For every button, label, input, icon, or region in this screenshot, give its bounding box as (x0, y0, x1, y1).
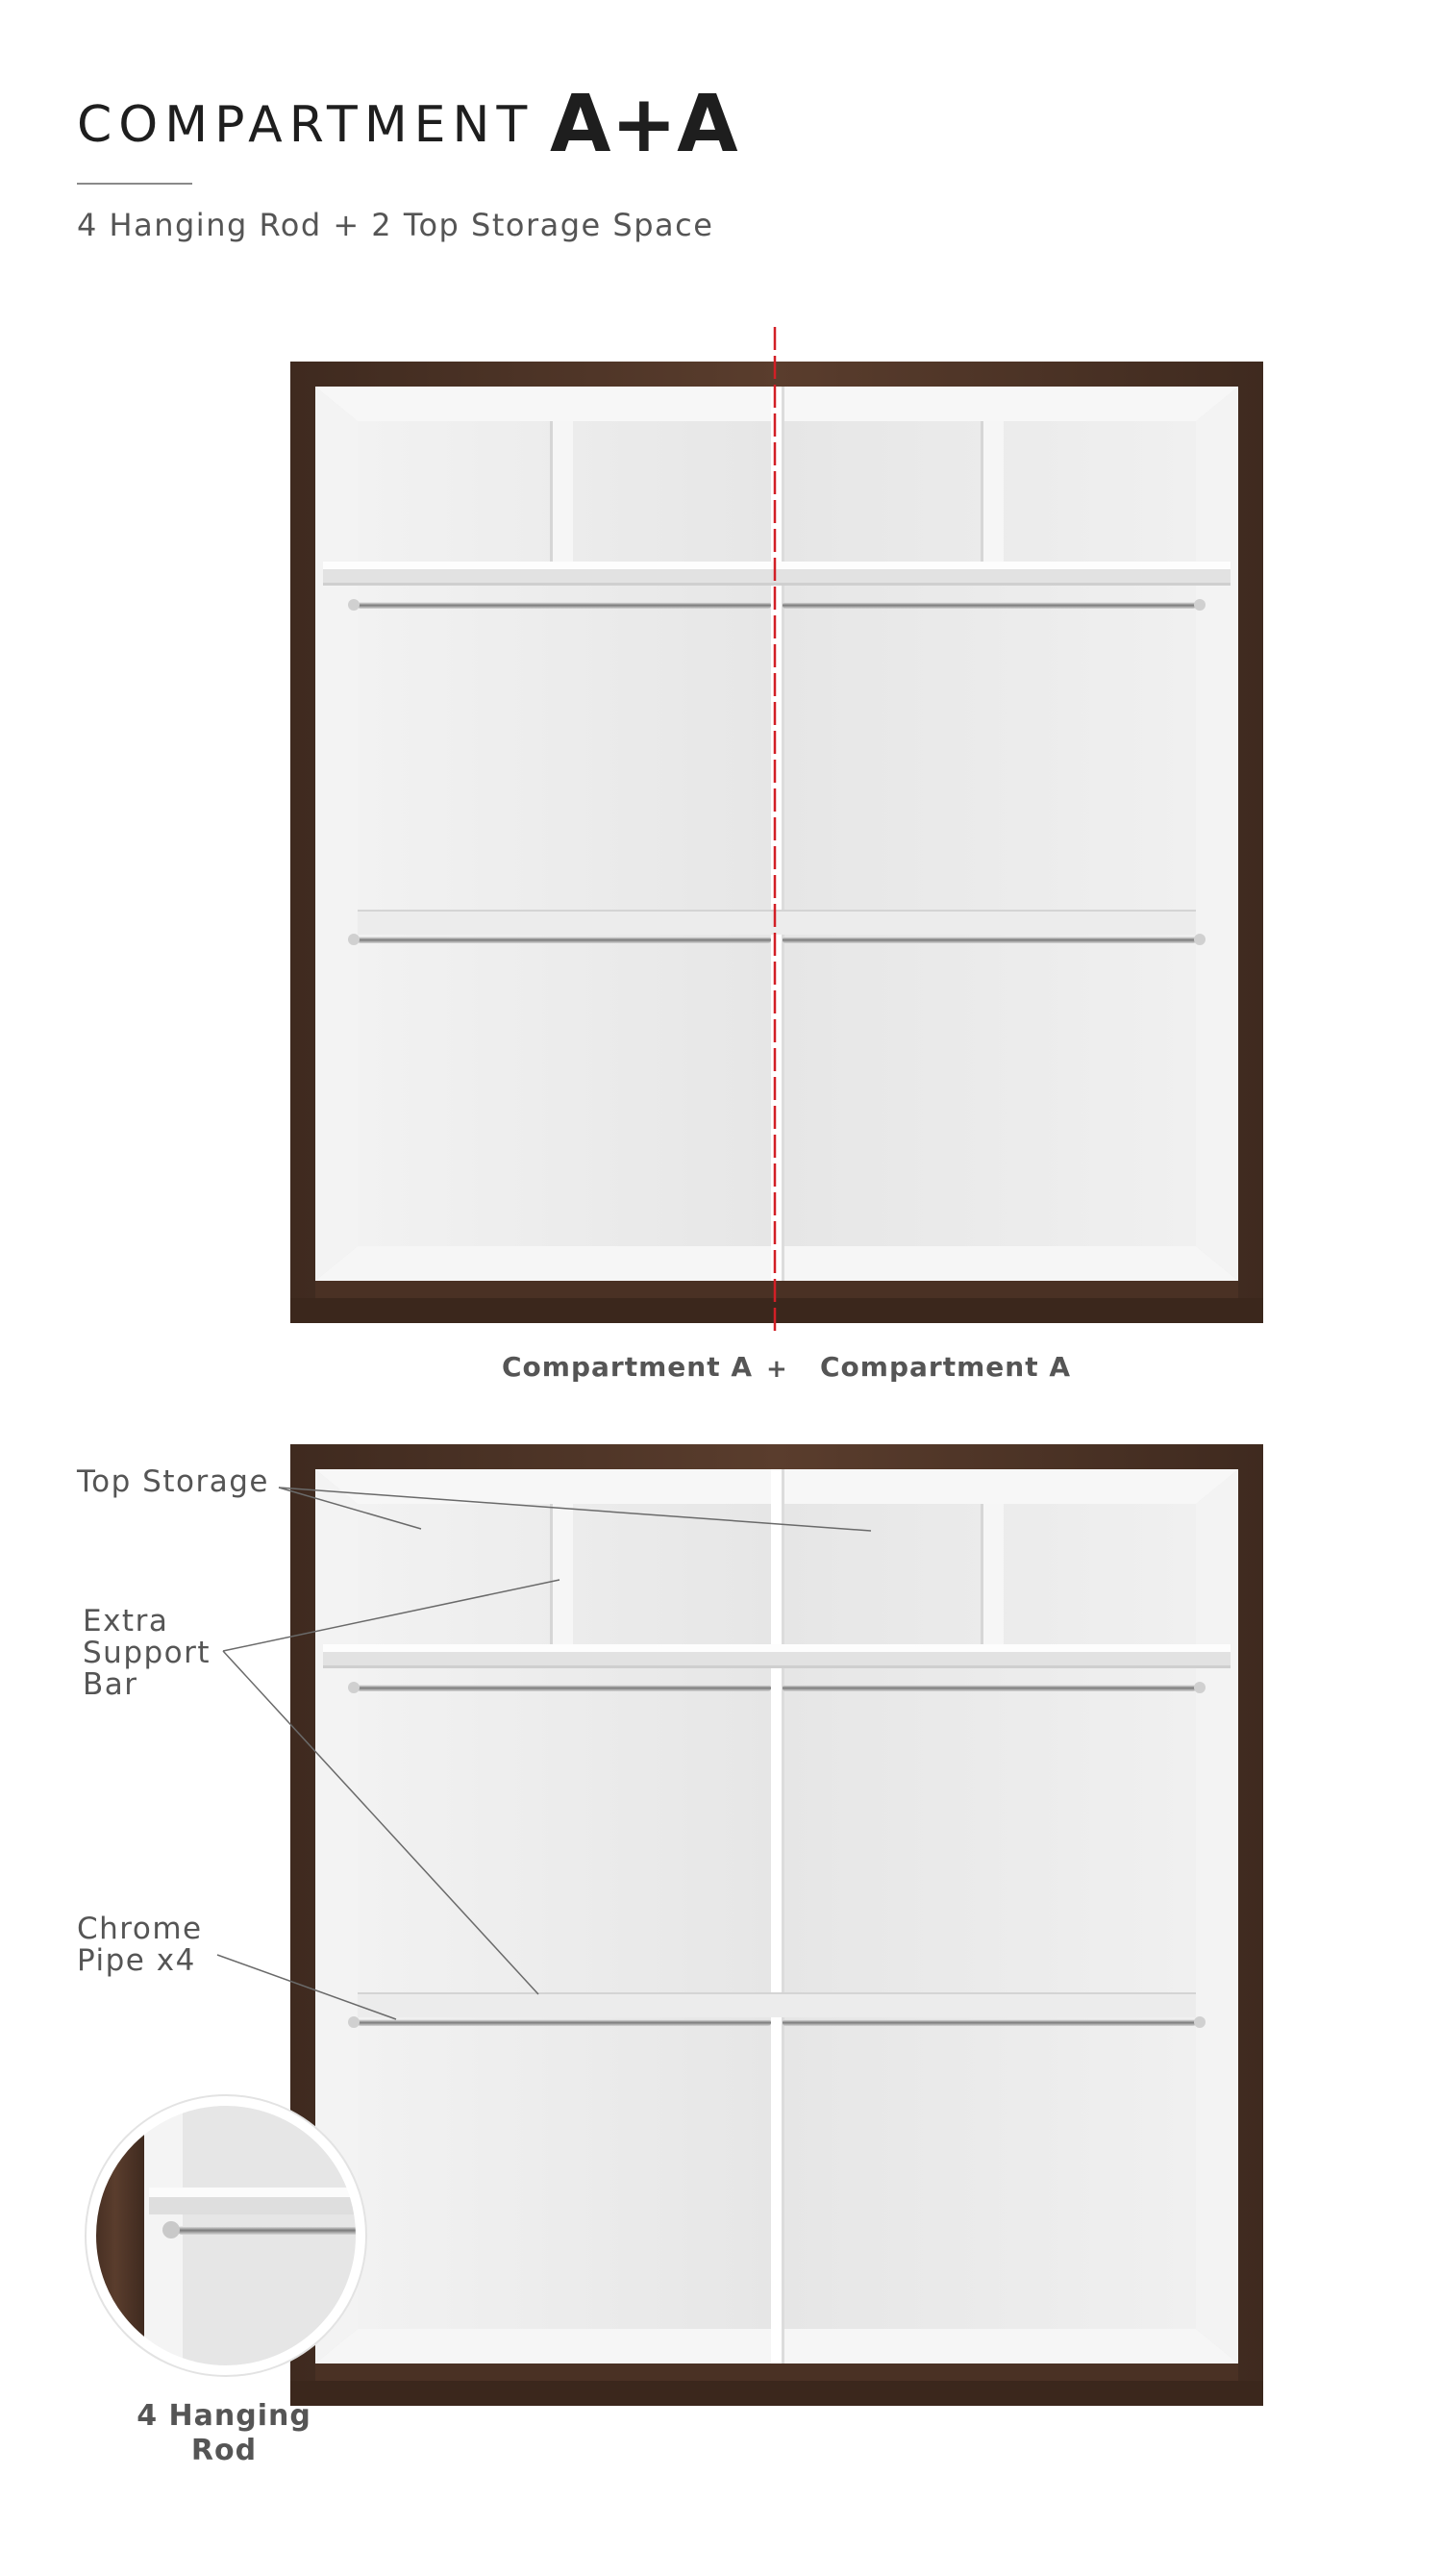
callout-top-storage: Top Storage (77, 1464, 269, 1499)
compartment-right-label: Compartment A (820, 1351, 1071, 1383)
callout-extra-support-bar: Extra Support Bar (83, 1604, 211, 1702)
zoom-caption: 4 Hanging Rod (137, 2399, 311, 2467)
wardrobe-top (290, 362, 1263, 1323)
wardrobe-bottom (290, 1444, 1263, 2406)
compartment-left-label: Compartment A (502, 1351, 753, 1383)
callout-chrome-pipe: Chrome Pipe x4 (77, 1912, 203, 1978)
title-a-plus-a: A+A (550, 79, 738, 170)
subtitle: 4 Hanging Rod + 2 Top Storage Space (77, 207, 714, 243)
title-compartment: COMPARTMENT (77, 96, 535, 154)
plus-sign: + (766, 1355, 787, 1384)
